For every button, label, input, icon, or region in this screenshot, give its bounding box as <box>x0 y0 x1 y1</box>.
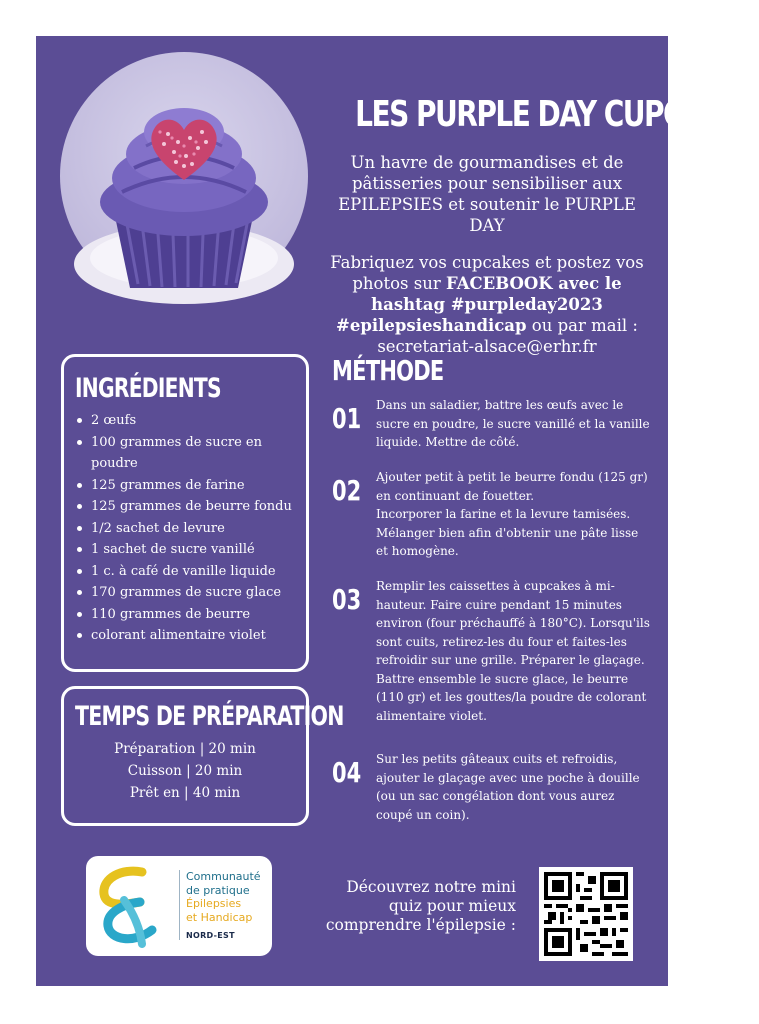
intro-paragraph-2-end: ou par mail : secretariat-alsace@erhr.fr <box>377 316 638 356</box>
quiz-line: Découvrez notre mini <box>346 878 516 896</box>
list-item: 1 c. à café de vanille liquide <box>75 561 306 583</box>
preparation-times <box>64 738 306 804</box>
step-text: Dans un saladier, battre les œufs avec le sucre en poudre, le sucre vanillé et la vanille liquide. Mettre de côté. <box>376 398 650 449</box>
list-item: 2 œufs <box>75 410 306 432</box>
list-item: 170 grammes de sucre glace <box>75 582 306 604</box>
poster <box>36 36 759 986</box>
community-logo <box>86 856 272 956</box>
cupcake-illustration <box>60 52 308 300</box>
logo-line: et Handicap <box>186 910 253 924</box>
qr-code[interactable] <box>539 867 633 961</box>
logo-line: de pratique <box>186 883 250 897</box>
method-title: MÉTHODE <box>332 354 444 387</box>
intro-text <box>318 152 656 357</box>
quiz-line: comprendre l'épilepsie : <box>325 916 516 934</box>
ingredients-box <box>61 354 309 672</box>
preparation-line: Préparation | 20 min <box>114 741 256 757</box>
ready-line: Prêt en | 40 min <box>129 785 241 801</box>
quiz-line: quiz pour mieux <box>388 897 516 915</box>
intro-paragraph-2 <box>318 252 656 357</box>
list-item: 110 grammes de beurre <box>75 604 306 626</box>
list-item: colorant alimentaire violet <box>75 625 306 647</box>
step-number: 04 <box>332 756 362 789</box>
logo-line: Communauté <box>186 870 261 883</box>
intro-paragraph-2-start: Fabriquez vos cupcakes et postez vos photos sur <box>330 253 644 293</box>
preparation-title: TEMPS DE PRÉPARATION <box>75 701 344 732</box>
step-text-line-2: Incorporer la farine et la levure tamisées. Mélanger bien afin d'obtenir une pâte lisse et homogène. <box>376 507 639 558</box>
list-item: 125 grammes de farine <box>75 475 306 497</box>
step-text-line-1: Ajouter petit à petit le beurre fondu (125 gr) en continuant de fouetter. <box>376 470 648 503</box>
step-number: 02 <box>332 474 362 507</box>
step-text: Remplir les caissettes à cupcakes à mi-hauteur. Faire cuire pendant 15 minutes environ (four préchauffé à 180°C). Lorsqu'ils sont cuits, retirez-les du four et faites-les refroidir sur une grille. Préparer le glaçage. Battre ensemble le sucre glace, le beurre (110 gr) et les gouttes/la poudre de colorant alimentaire violet. <box>376 579 650 723</box>
logo-divider <box>179 870 180 940</box>
logo-text <box>186 870 261 943</box>
step-text: Sur les petits gâteaux cuits et refroidis, ajouter le glaçage avec une poche à douille (ou un sac congélation dont vous aurez coupé un coin). <box>376 752 640 822</box>
ingredients-title: INGRÉDIENTS <box>75 373 221 404</box>
intro-paragraph-1: Un havre de gourmandises et de pâtisseries pour sensibiliser aux EPILEPSIES et soutenir le PURPLE DAY <box>338 153 636 235</box>
intro-paragraph-2-bold: FACEBOOK avec le hashtag #purpleday2023 #epilepsieshandicap <box>336 274 622 335</box>
preparation-box <box>61 686 344 826</box>
logo-region: NORD-EST <box>186 931 235 940</box>
list-item: 1/2 sachet de levure <box>75 518 306 540</box>
logo-line: Épilepsies <box>186 897 242 910</box>
step-number: 03 <box>332 583 362 616</box>
qr-code-icon <box>544 872 628 956</box>
ingredients-list <box>64 410 306 647</box>
list-item: 125 grammes de beurre fondu <box>75 496 306 518</box>
step-number: 01 <box>332 402 362 435</box>
list-item: 100 grammes de sucre en poudre <box>75 432 306 475</box>
list-item: 1 sachet de sucre vanillé <box>75 539 306 561</box>
quiz-invitation <box>300 878 516 935</box>
ribbon-logo-icon <box>94 864 164 948</box>
step-text <box>376 468 652 561</box>
cooking-line: Cuisson | 20 min <box>127 763 243 779</box>
poster-title: LES PURPLE DAY CUPCAKES <box>355 94 759 135</box>
cupcake-photo <box>60 52 308 300</box>
